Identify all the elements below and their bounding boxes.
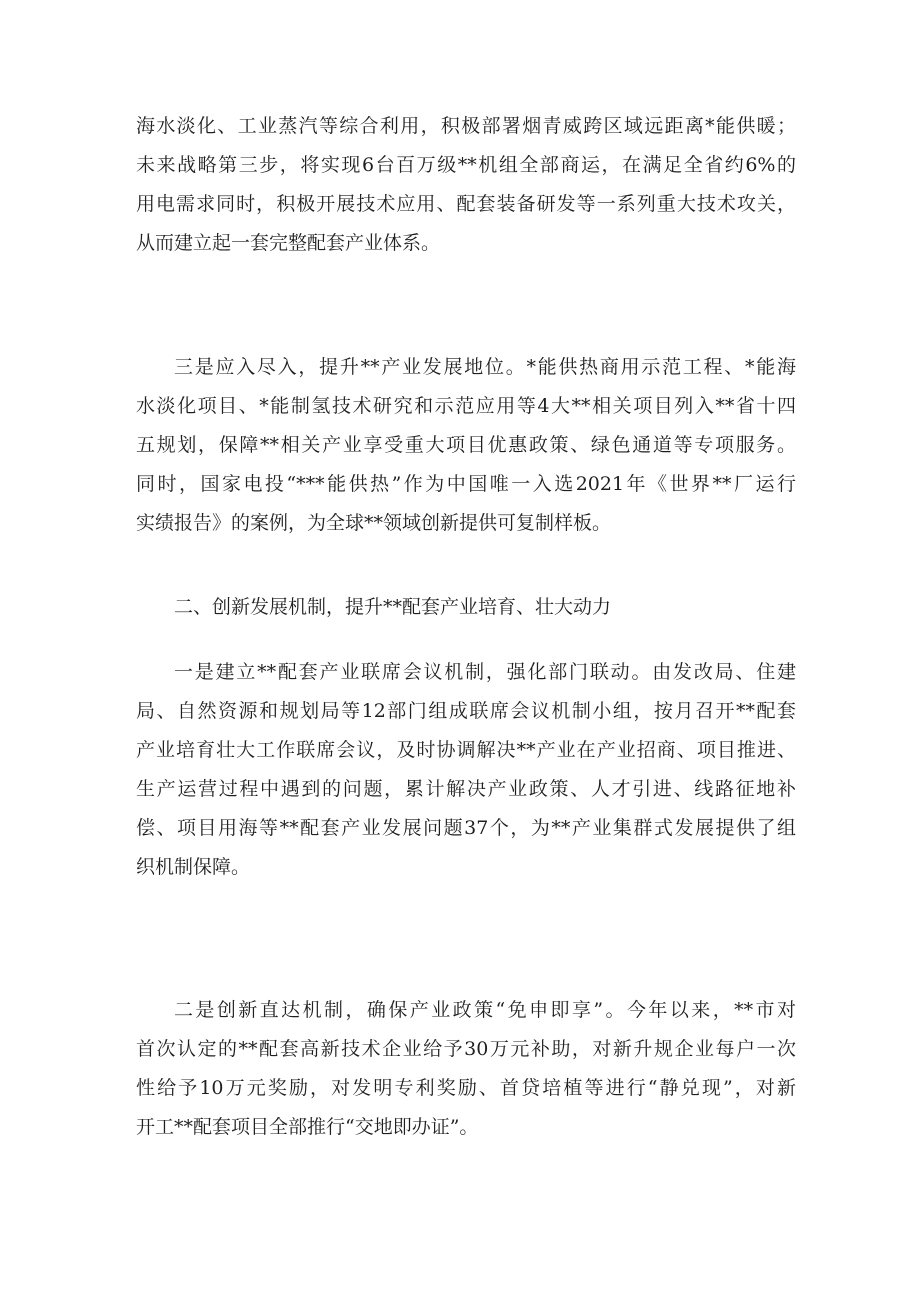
- text-line: 首次认定的**配套高新技术企业给予30万元补助，对新升规企业每户一次: [136, 1038, 796, 1060]
- text-line: 性给予10万元奖励，对发明专利奖励、首贷培植等进行“静兑现”，对新: [136, 1077, 796, 1099]
- text-line: 未来战略第三步，将实现6台百万级**机组全部商运，在满足全省约6%的: [136, 154, 796, 176]
- text-line: 水淡化项目、*能制氢技术研究和示范应用等4大**相关项目列入**省十四: [136, 395, 796, 417]
- text-line: 生产运营过程中遇到的问题，累计解决产业政策、人才引进、线路征地补: [136, 778, 796, 800]
- text-line: 同时，国家电投“***能供热”作为中国唯一入选2021年《世界**厂运行: [136, 473, 796, 495]
- text-line: 海水淡化、工业蒸汽等综合利用，积极部署烟青威跨区域远距离*能供暖；: [136, 115, 796, 137]
- text-line: 三是应入尽入，提升**产业发展地位。*能供热商用示范工程、*能海: [174, 356, 796, 378]
- text-line: 一是建立**配套产业联席会议机制，强化部门联动。由发改局、住建: [174, 661, 796, 683]
- text-line: 五规划，保障**相关产业享受重大项目优惠政策、绿色通道等专项服务。: [136, 434, 796, 456]
- text-line: 局、自然资源和规划局等12部门组成联席会议机制小组，按月召开**配套: [136, 700, 796, 722]
- text-line: 用电需求同时，积极开展技术应用、配套装备研发等一系列重大技术攻关，: [136, 193, 796, 215]
- paragraph-energy-strategy: [136, 107, 796, 263]
- text-line: 二是创新直达机制，确保产业政策“免申即享”。今年以来，**市对: [174, 999, 796, 1021]
- paragraph-direct-policy-mechanism: [136, 991, 796, 1147]
- paragraph-industry-status: [136, 348, 796, 543]
- text-line: 从而建立起一套完整配套产业体系。: [136, 232, 441, 254]
- text-line: 织机制保障。: [136, 856, 251, 878]
- text-line: 开工**配套项目全部推行“交地即办证”。: [136, 1116, 479, 1138]
- text-line: 偿、项目用海等**配套产业发展问题37个，为**产业集群式发展提供了组: [136, 817, 796, 839]
- paragraph-joint-meeting-mechanism: [136, 653, 796, 887]
- text-line: 实绩报告》的案例，为全球**领域创新提供可复制样板。: [136, 512, 612, 534]
- section-heading: [136, 588, 796, 627]
- section-heading-text: 二、创新发展机制，提升**配套产业培育、壮大动力: [174, 596, 612, 618]
- text-line: 产业培育壮大工作联席会议，及时协调解决**产业在产业招商、项目推进、: [136, 739, 796, 761]
